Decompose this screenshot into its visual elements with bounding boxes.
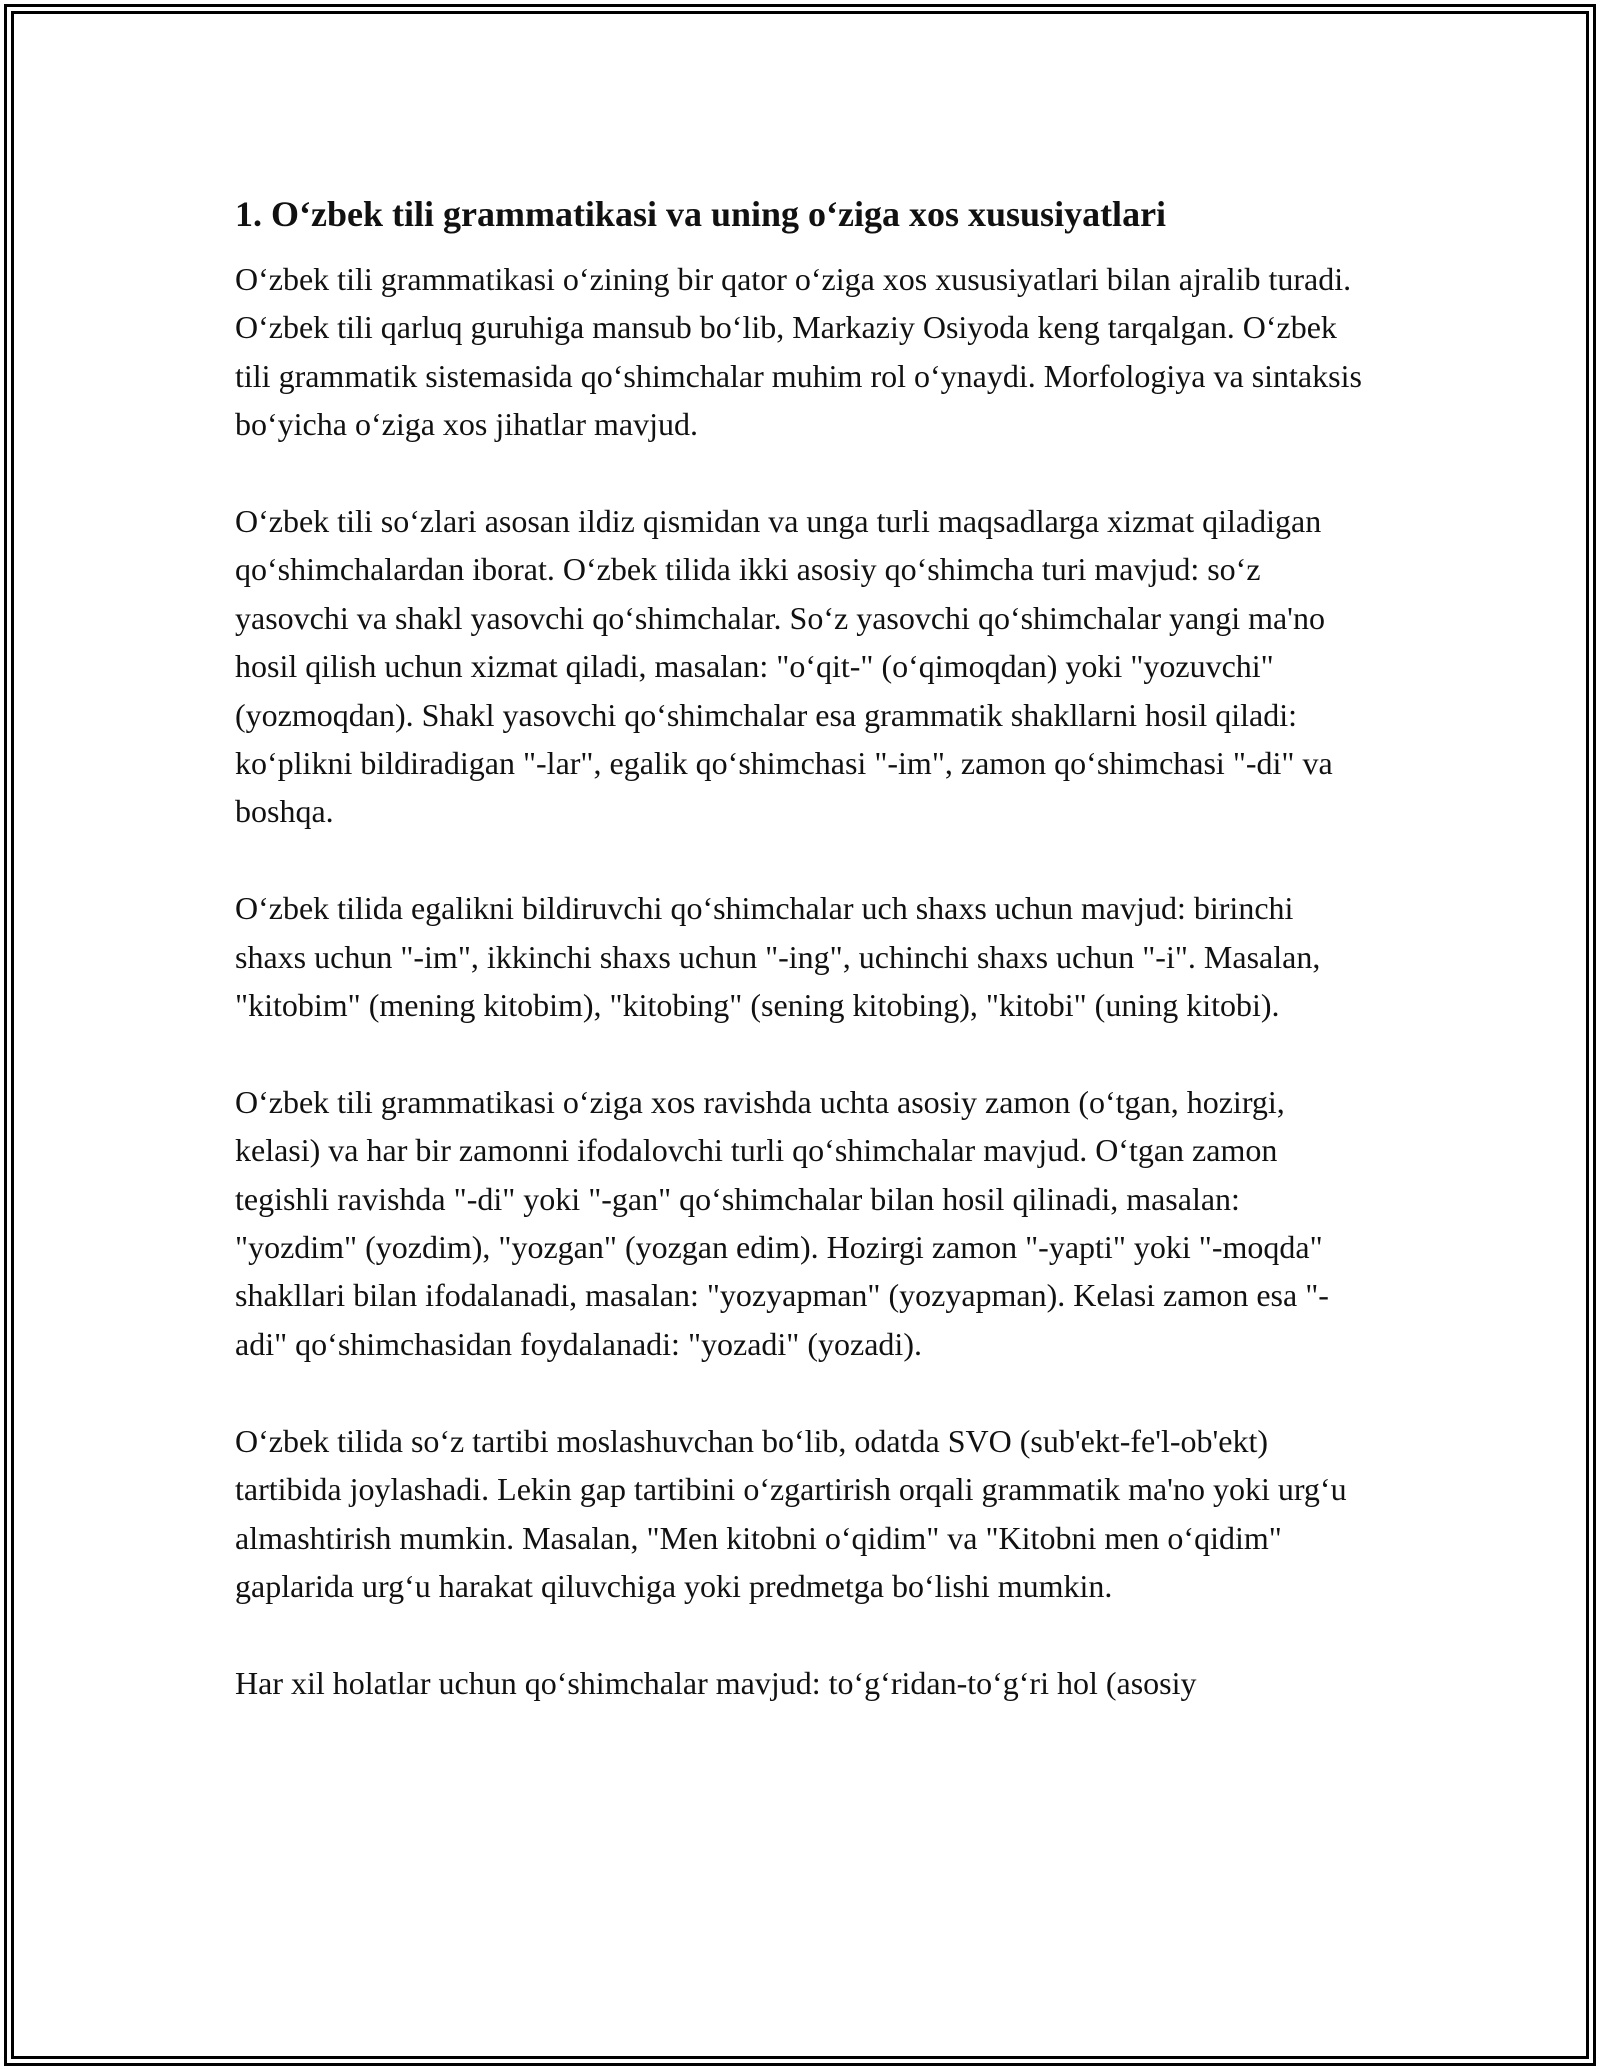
paragraph-suffix-types: O‘zbek tili so‘zlari asosan ildiz qismidan va unga turli maqsadlarga xizmat qiladigan qo‘shimchalardan iborat. O‘zbek tilida ikki asosiy qo‘shimcha turi mavjud: so‘z yasovchi va shakl yasovchi qo‘shimchalar. So‘z yasovchi qo‘shimchalar yangi ma'no hosil qilish uchun xizmat qiladi, masalan: "o‘qit-" (o‘qimoqdan) yoki "yozuvchi" (yozmoqdan). Shakl yasovchi qo‘shimchalar esa grammatik shakllarni hosil qiladi: ko‘plikni bildiradigan "-lar", egalik qo‘shimchasi "-im", zamon qo‘shimchasi "-di" va boshqa. xyxy=(235,503,1333,830)
paragraph-word-order: O‘zbek tilida so‘z tartibi moslashuvchan bo‘lib, odatda SVO (sub'ekt-fe'l-ob'ekt) tartibida joylashadi. Lekin gap tartibini o‘zgartirish orqali grammatik ma'no yoki urg‘u almashtirish mumkin. Masalan, "Men kitobni o‘qidim" va "Kitobni men o‘qidim" gaplarida urg‘u harakat qiluvchiga yoki predmetga bo‘lishi mumkin. xyxy=(235,1422,1347,1604)
document-body xyxy=(235,187,1365,1707)
paragraph-tenses: O‘zbek tili grammatikasi o‘ziga xos ravishda uchta asosiy zamon (o‘tgan, hozirgi, kelasi) va har bir zamonni ifodalovchi turli qo‘shimchalar mavjud. O‘tgan zamon tegishli ravishda "-di" yoki "-gan" qo‘shimchalar bilan hosil qilinadi, masalan: "yozdim" (yozdim), "yozgan" (yozgan edim). Hozirgi zamon "-yapti" yoki "-moqda" shakllari bilan ifodalanadi, masalan: "yozyapman" (yozyapman). Kelasi zamon esa "-adi" qo‘shimchasidan foydalanadi: "yozadi" (yozadi). xyxy=(235,1083,1329,1362)
paragraph-cases: Har xil holatlar uchun qo‘shimchalar mavjud: to‘g‘ridan-to‘g‘ri hol (asosiy xyxy=(235,1664,1197,1701)
paragraph-possessive: O‘zbek tilida egalikni bildiruvchi qo‘shimchalar uch shaxs uchun mavjud: birinchi shaxs uchun "-im", ikkinchi shaxs uchun "-ing", uchinchi shaxs uchun "-i". Masalan, "kitobim" (mening kitobim), "kitobing" (sening kitobing), "kitobi" (uning kitobi). xyxy=(235,890,1321,1024)
section-heading: 1. O‘zbek tili grammatikasi va uning o‘ziga xos xususiyatlari xyxy=(235,194,1167,234)
paragraph-intro: O‘zbek tili grammatikasi o‘zining bir qator o‘ziga xos xususiyatlari bilan ajralib turadi. O‘zbek tili qarluq guruhiga mansub bo‘lib, Markaziy Osiyoda keng tarqalgan. O‘zbek tili grammatik sistemasida qo‘shimchalar muhim rol o‘ynaydi. Morfologiya va sintaksis bo‘yicha o‘ziga xos jihatlar mavjud. xyxy=(235,261,1362,443)
